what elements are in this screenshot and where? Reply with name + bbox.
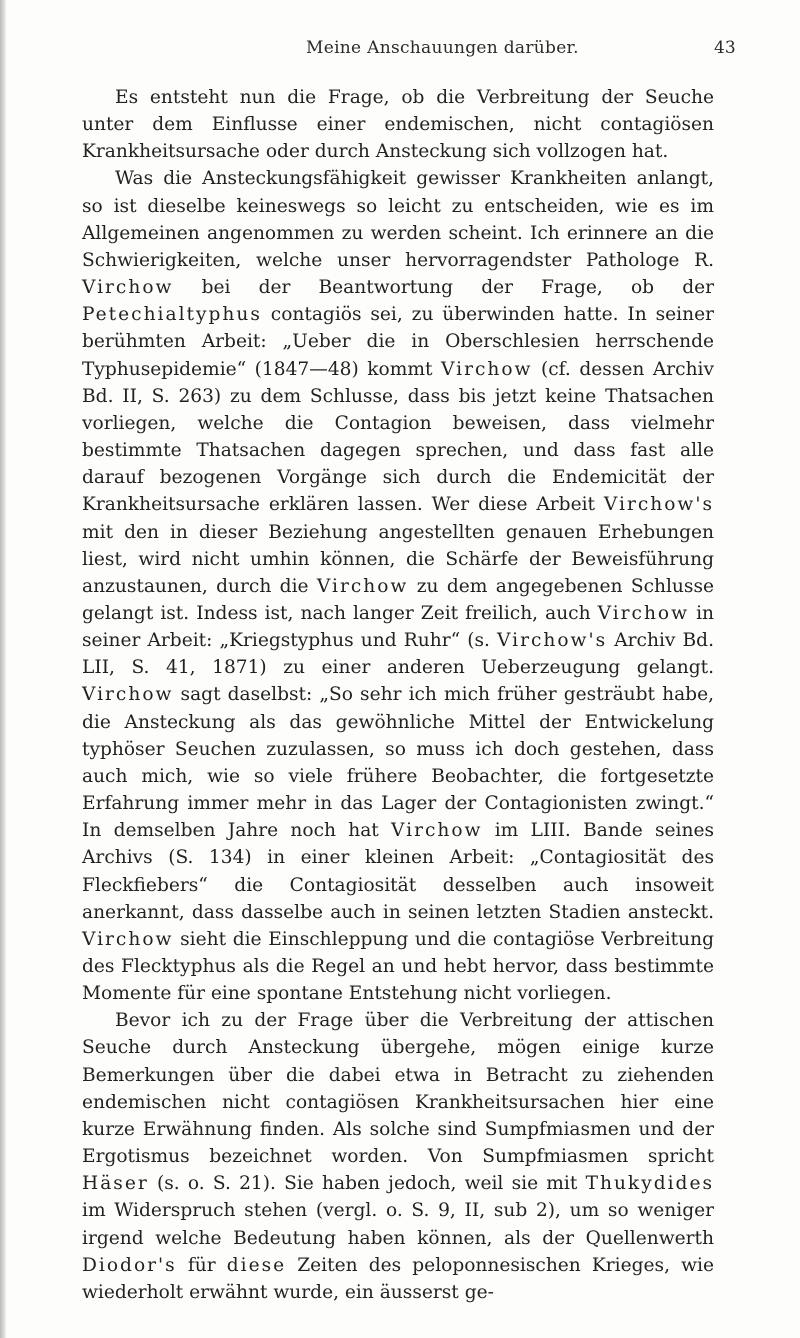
text-run: bei der Beantwortung der Frage, ob der	[173, 277, 714, 299]
emphasized-name: Virchow	[316, 575, 409, 597]
text-run: (cf. dessen Archiv Bd. II, S. 263) zu dem Schlusse, dass bis jetzt keine Thatsachen vorliegen, welche die Contagion beweisen, dass vielmehr bestimmte Thatsachen dagegen sprechen, und dass fast alle darauf bezogenen Vorgänge sich durch die Endemicität der Krankheitsursache erklären lassen. Wer diese Arbeit	[82, 358, 714, 516]
paragraph	[82, 165, 714, 1007]
text-run: Zeiten des peloponnesischen Krieges, wie wiederholt erwähnt wurde, ein äusserst ge-	[82, 1254, 714, 1303]
paragraph	[82, 84, 714, 165]
emphasized-name: Häser	[82, 1173, 149, 1195]
emphasized-name: Virchow	[82, 684, 174, 706]
text-run: für	[176, 1254, 227, 1276]
text-run: im Widerspruch stehen (vergl. o. S. 9, II, sub 2), um so weniger irgend welche Bedeutung haben können, als der Quellenwerth	[82, 1200, 714, 1249]
emphasized-name: diese	[226, 1254, 287, 1276]
text-run: Bevor ich zu der Frage über die Verbreitung der attischen Seuche durch Ansteckung übergehe, mögen einige kurze Bemerkungen über die dabei etwa in Betracht zu ziehenden endemischen nicht contagiösen Krankheitsursachen hier eine kurze Erwähnung finden. Als solche sind Sumpfmiasmen und der Ergotismus bezeichnet worden. Von Sumpfmiasmen spricht	[82, 1010, 714, 1168]
emphasized-name: Virchow's	[603, 494, 714, 516]
binding-shadow	[0, 0, 6, 1338]
emphasized-name: Virchow	[82, 277, 174, 299]
text-run: Was die Ansteckungsfähigkeit gewisser Krankheiten anlangt, so ist dieselbe keineswegs so leicht zu entscheiden, wie es im Allgemeinen angenommen zu werden scheint. Ich erinnere an die Schwierigkeiten, welche unser hervorragendster Pathologe R.	[82, 168, 714, 271]
emphasized-name: Virchow	[597, 602, 690, 624]
page-header	[0, 38, 800, 66]
emphasized-name: Virchow's	[497, 630, 608, 652]
running-head: Meine Anschauungen darüber.	[306, 38, 579, 58]
text-run: (s. o. S. 21). Sie haben jedoch, weil sie mit	[148, 1173, 586, 1195]
page-number: 43	[714, 38, 736, 58]
emphasized-name: Thukydides	[585, 1173, 714, 1195]
text-run: contagiös sei, zu überwinden hatte. In seiner berühmten Arbeit: „Ueber die in Oberschlesien herrschende Typhusepidemie“ (1847—48) kommt	[82, 304, 714, 380]
emphasized-name: Diodor's	[82, 1254, 177, 1276]
emphasized-name: Petechialtyphus	[82, 304, 262, 326]
text-run: in seiner Arbeit: „Kriegstyphus und Ruhr“ (s.	[82, 602, 714, 652]
text-run: sagt daselbst: „So sehr ich mich früher gesträubt habe, die Ansteckung als das gewöhnliche Mittel der Entwickelung typhöser Seuchen zuzulassen, so muss ich doch gestehen, dass auch mich, wie so viele frühere Beobachter, die fortgesetzte Erfahrung immer mehr in das Lager der Contagionisten zwingt.“ In demselben Jahre noch hat	[82, 684, 714, 842]
text-run: sieht die Einschleppung und die contagiöse Verbreitung des Flecktyphus als die Regel an und hebt hervor, dass bestimmte Momente für eine spontane Entstehung nicht vorliegen.	[82, 928, 714, 1005]
emphasized-name: Virchow	[441, 358, 533, 380]
text-run: zu dem angegebenen Schlusse gelangt ist. Indess ist, nach langer Zeit freilich, auch	[82, 575, 714, 624]
text-run: im LIII. Bande seines Archivs (S. 134) in einer kleinen Arbeit: „Contagiosität des Fleckfiebers“ die Contagiosität desselben auch insoweit anerkannt, dass dasselbe auch in seinen letzten Stadien ansteckt.	[82, 820, 714, 923]
paragraph	[82, 1007, 714, 1306]
text-run: Es entsteht nun die Frage, ob die Verbreitung der Seuche unter dem Einflusse einer endemischen, nicht contagiösen Krankheitsursache oder durch Ansteckung sich vollzogen hat.	[82, 87, 714, 163]
emphasized-name: Virchow	[391, 820, 483, 842]
text-run: Archiv Bd. LII, S. 41, 1871) zu einer anderen Ueberzeugung gelangt.	[82, 630, 714, 679]
body-text	[82, 84, 714, 1306]
emphasized-name: Virchow	[82, 928, 174, 950]
text-run: mit den in dieser Beziehung angestellten genauen Erhebungen liest, wird nicht umhin können, die Schärfe der Beweisführung anzustaunen, durch die	[82, 521, 714, 597]
